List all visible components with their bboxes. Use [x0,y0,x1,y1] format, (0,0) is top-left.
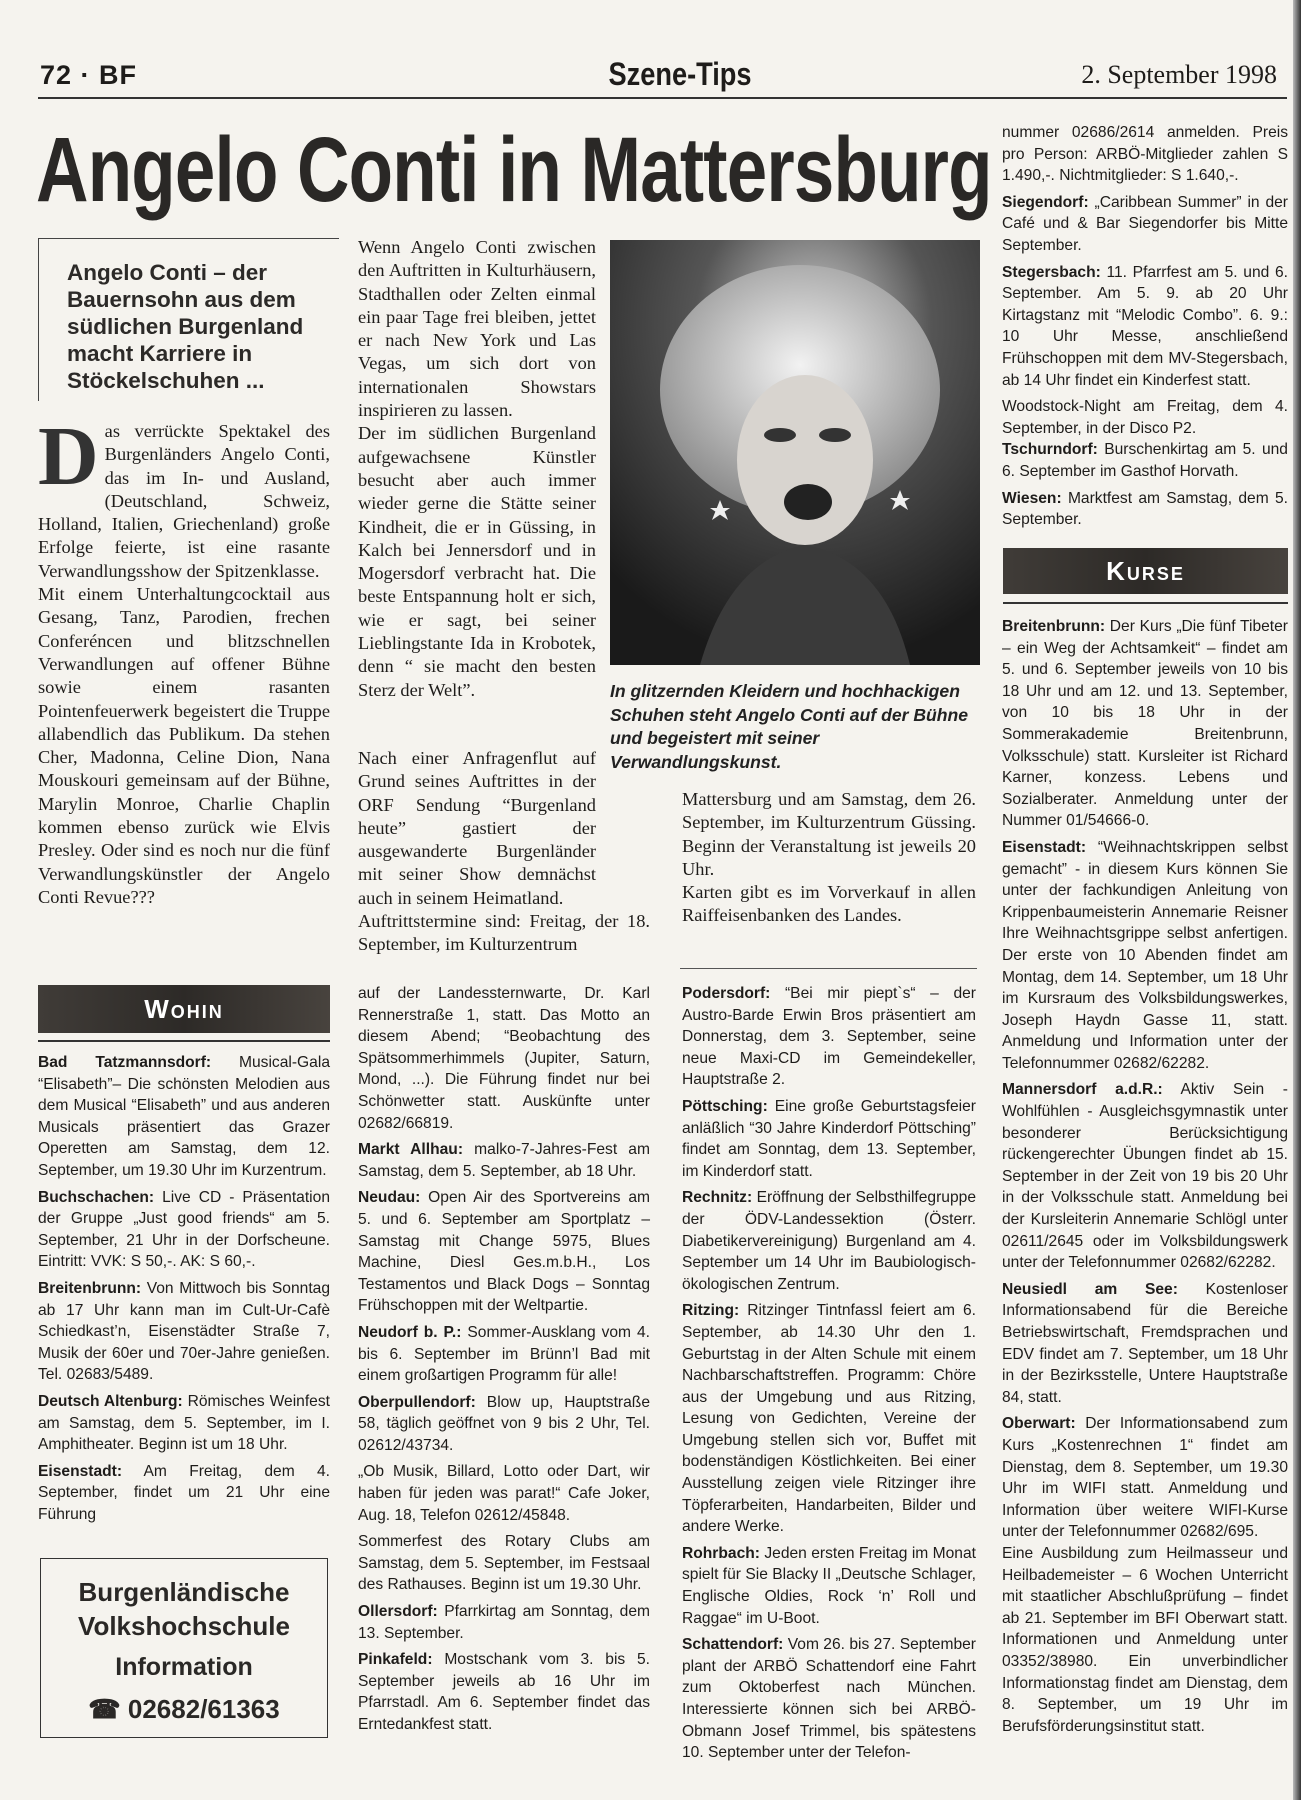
listing-item: Podersdorf: “Bei mir piept`s“ – der Austro-Barde Erwin Bros präsentiert am Donnerstag, dem 3. September, seine neue Maxi-CD im Gemeindekeller, Hauptstraße 2. [682,985,976,1089]
article-paragraph: Das verrückte Spektakel des Burgenländers Angelo Conti, das im In- und Ausland, (Deutschland, Schweiz, Holland, Italien, Griechenland) große Erfolge feierte, ist eine rasante Verwandlungsshow der Spitzenklasse. [38,410,330,581]
listing-item: nummer 02686/2614 anmelden. Preis pro Person: ARBÖ-Mitglieder zahlen S 1.490,-. Nichtmitglieder: S 1.640,-. [1002,124,1288,185]
course-item: Oberwart: Der Informationsabend zum Kurs „Kostenrechnen 1“ findet am Dienstag, dem 8. September, um 19.30 Uhr im WIFI statt. Anmeldung und Information über weitere WIFI-Kurse unter der Telefonnummer 02682/695. [1002,1415,1288,1541]
listing-item: Tschurndorf: Burschenkirtag am 5. und 6. September im Gasthof Horvath. [1002,441,1288,480]
listing-item: Pöttsching: Eine große Geburtstagsfeier anläßlich “30 Jahre Kinderdorf Pöttsching” findet am Sonntag, dem 13. September, im Kinderdorf statt. [682,1097,976,1180]
listing-item: Buchschachen: Live CD - Präsentation der Gruppe „Just good friends“ am 5. September, 21 Uhr in der Dorfscheune. Eintritt: VVK: S 50,-. AK: S 60,-. [38,1188,330,1271]
listing-item: Ritzing: Ritzinger Tintnfassl feiert am 6. September, ab 14.30 Uhr den 1. Geburtstag in der Alten Schule mit einem Nachbarschaftstreffen. Programm: Chöre aus der Umgebung und aus Ritzing, Lesung von Gedichten, Vereine der Umgebung stellen sich vor, Buffet mit bodenständigen Köstlichkeiten. Bei einer Ausstellung zeigen viele Ritzinger ihre Töpferarbeiten, Handarbeiten, Bilder und andere Werke. [682,1302,976,1536]
article-paragraph: Mit einem Unterhaltungcocktail aus Gesang, Tanz, Parodien, frechen Conferéncen und blitzschnellen Verwandlungen auf offener Bühne sowie einem rasanten Pointenfeuerwerk begeistert die Truppe allabendlich das Publikum. Da stehen Cher, Madonna, Celine Dion, Nana Mouskouri gemeinsam auf der Bühne, Marylin Monroe, Charlie Chaplin kommen ebenso zurück wie Elvis Presley. Oder sind es noch nur die fünf Verwandlungskünstler der Angelo Conti Revue??? [38,584,330,907]
article-paragraph: Mattersburg und am Samstag, dem 26. September, im Kulturzentrum Güssing. Beginn der Veranstaltung ist jeweils 20 Uhr. [682,789,976,879]
page-edge [1293,0,1301,1800]
article-column-1 [38,410,330,909]
deck-text: Angelo Conti – der Bauernsohn aus dem südlichen Burgenland macht Karriere in Stöckelschuhen ... [67,260,304,393]
listing-item: Sommerfest des Rotary Clubs am Samstag, dem 5. September, im Festsaal des Rathauses. Beginn ist um 19.30 Uhr. [358,1533,650,1594]
listing-item: Oberpullendorf: Blow up, Hauptstraße 58, täglich geöffnet von 9 bis 2 Uhr, Tel. 02612/43734. [358,1393,650,1454]
info-box-title: Burgenländische Volkshochschule [78,1577,290,1641]
page-number: 72 · BF [40,60,138,90]
course-item: Eisenstadt: “Weihnachtskrippen selbst gemacht” - in diesem Kurs können Sie unter der fachkundigen Anleitung von Krippenbaumeisterin Annemarie Reisner Ihre Weihnachtsgrippe selbst anfertigen. Der erste von 10 Abenden findet am Montag, dem 14. September, um 18 Uhr im Kursraum des Volksbildungswerkes, Joseph Haydn Gasse 11, statt. Anmeldung und Information unter der Telefonnummer 02682/62282. [1002,838,1288,1072]
article-paragraph: Auftrittstermine sind: Freitag, der 18. September, im Kulturzentrum [358,911,650,955]
wohin-column-2 [358,983,650,1741]
article-column-3 [682,788,976,928]
listing-item: Neudorf b. P.: Sommer-Ausklang vom 4. bis 6. September im Brünn’l Bad mit einem großartigen Programm für alle! [358,1323,650,1385]
listing-item: „Ob Musik, Billard, Lotto oder Dart, wir haben für jeden was parat!“ Cafe Joker, Aug. 18, Telefon 02612/45848. [358,1463,650,1524]
drop-cap: D [38,410,99,503]
article-paragraph: Der im südlichen Burgenland aufgewachsene Künstler besucht aber auch immer wieder gerne die Stätte seiner Kindheit, die er in Güssing, in Kalch bei Jennersdorf und in Mogersdorf verbracht hat. Die beste Entspannung holt er sich, wie er sagt, bei seiner Lieblingstante Ida in Krobotek, denn “ sie macht den besten Sterz der Welt”. [358,423,596,700]
listing-item: Deutsch Altenburg: Römisches Weinfest am Samstag, dem 5. September, im I. Amphitheater. Beginn ist um 18 Uhr. [38,1392,330,1454]
article-paragraph: Nach einer Anfragenflut auf Grund seines Auftrittes in der ORF Sendung “Burgenland heute” gastiert der ausgewanderte Burgenländer mit seiner Show demnächst auch in seinem Heimatland. [358,748,596,908]
listing-item: Woodstock-Night am Freitag, dem 4. September, in der Disco P2. [1002,398,1288,437]
wohin-title: Wohin [38,985,330,1033]
article-paragraph: Wenn Angelo Conti zwischen den Auftritten in Kulturhäusern, Stadthallen oder Zelten einmal ein paar Tage frei bleiben, jettet er nach New York und Las Vegas, um sich dort von internationalen Showstars inspirieren zu lassen. [358,237,596,421]
course-item: Eine Ausbildung zum Heilmasseur und Heilbademeister – 6 Wochen Unterricht mit staatlicher Abschlußprüfung – findet ab 21. September im BFI Oberwart statt. Informationen und Anmeldung unter 03352/38980. Ein unverbindlicher Informationstag findet am Dienstag, dem 8. September, um 19 Uhr im Berufsförderungsinstitut statt. [1002,1544,1288,1735]
wohin-column-1 [38,1052,330,1530]
headline: Angelo Conti in Mattersburg [36,119,992,221]
section-title: Szene-Tips [608,56,752,92]
wohin-header [38,985,330,1042]
article-column-2-end [358,910,650,957]
listing-item: Ollersdorf: Pfarrkirtag am Sonntag, dem 13. September. [358,1603,650,1642]
column-divider [680,968,977,969]
listing-item: Eisenstadt: Am Freitag, dem 4. September, findet um 21 Uhr eine Führung [38,1462,330,1523]
photo-angelo-conti [610,240,980,665]
listing-item: Stegersbach: 11. Pfarrfest am 5. und 6. September. Am 5. 9. ab 20 Uhr Kirtagstanz mit “Melodic Combo”. 6. 9.: 10 Uhr Messe, anschließend Frühschoppen mit dem MV-Stegersbach, ab 14 Uhr findet ein Kinderfest statt. [1002,263,1288,389]
article-paragraph: Karten gibt es im Vorverkauf in allen Raiffeisenbanken des Landes. [682,882,976,926]
listing-item: Siegendorf: „Caribbean Summer” in der Café und & Bar Siegendorfer bis Mitte September. [1002,193,1288,254]
course-item: Neusiedl am See: Kostenloser Informationsabend für die Bereiche Betriebswirtschaft, Fremdsprachen und EDV findet am 7. September, um 18 Uhr in der Bezirksstelle, Untere Hauptstraße 84, statt. [1002,1280,1288,1406]
issue-date: 2. September 1998 [1081,60,1277,89]
telephone-icon: ☎ [88,1694,121,1724]
listing-item: auf der Landessternwarte, Dr. Karl Rennerstraße 1, statt. Das Motto an diesem Abend; “Beobachtung des Spätsommerhimmels (Jupiter, Saturn, Mond, ...). Die Führung findet nur bei Schönwetter statt. Auskünfte unter 02682/66819. [358,985,650,1132]
course-item: Breitenbrunn: Der Kurs „Die fünf Tibeter – ein Weg der Achtsamkeit“ – findet am 5. und 6. September jeweils von 10 bis 18 Uhr und am 12. und 13. September, von 10 bis 18 Uhr in der Sommerakademie Breitenbrunn, Volksschule) statt. Kursleiter ist Richard Karner, konzess. Lebens und Sozialberater. Anmeldung unter der Nummer 01/54666-0. [1002,618,1288,830]
listing-item: Pinkafeld: Mostschank vom 3. bis 5. September jeweils ab 16 Uhr im Pfarrstadl. Am 6. September findet das Erntedankfest statt. [358,1651,650,1733]
listing-item: Neudau: Open Air des Sportvereins am 5. und 6. September am Sportplatz – Samstag mit Change 5975, Blues Machine, Diesl Ges.m.b.H., Los Testamentos und Black Dogs – Sonntag Frühschoppen mit der Weltpartie. [358,1189,650,1315]
course-item: Mannersdorf a.d.R.: Aktiv Sein - Wohlfühlen - Ausgleichsgymnastik unter besonderer Berücksichtigung rückengerechter Übungen findet ab 15. September in der Zeit von 19 bis 20 Uhr in der Volksschule statt. Anmeldung bei der Kursleiterin Annemarie Schlögl unter 02611/2645 oder im Volksbildungswerk unter der Telefonnummer 02682/62282. [1002,1081,1288,1272]
listing-item: Breitenbrunn: Von Mittwoch bis Sonntag ab 17 Uhr kann man im Cult-Ur-Cafè Schiedkast’n, Eisenstädter Straße 7, Musik der 60er und 70er-Jahre genießen. Tel. 02683/5489. [38,1279,330,1384]
listing-item: Bad Tatzmannsdorf: Musical-Gala “Elisabeth”– Die schönsten Melodien aus dem Musical “Elisabeth” und aus anderen Musicals präsentiert das Grazer Operetten am Samstag, dem 12. September, um 19.30 Uhr im Kurzentrum. [38,1054,330,1179]
listing-item: Schattendorf: Vom 26. bis 27. September plant der ARBÖ Schattendorf eine Fahrt zum Oktoberfest nach München. Interessierte können sich bei ARBÖ-Obmann Josef Trimmel, bis spätestens 10. September unter der Telefon- [682,1636,976,1762]
deck-box [38,238,339,401]
kurse-header [1003,548,1288,604]
info-box-subtitle: Information [115,1653,253,1681]
photo-caption: In glitzernden Kleidern und hochhackigen Schuhen steht Angelo Conti auf der Bühne und begeistert mit seiner Verwandlungskunst. [610,681,969,772]
article-column-2-narrow [358,236,596,702]
wohin-column-4 [1002,122,1288,536]
wohin-rule [38,1040,330,1042]
kurse-rule [1003,602,1288,604]
volkshochschule-info-box [40,1558,328,1738]
wohin-column-3 [682,983,976,1769]
article-column-2 [358,747,650,910]
kurse-column [1002,616,1288,1742]
listing-item: Rohrbach: Jeden ersten Freitag im Monat spielt für Sie Blacky II „Deutsche Schlager, Englische Oldies, Rock ‘n’ Roll und Raggae“ im U-Boot. [682,1544,976,1627]
listing-item: Markt Allhau: malko-7-Jahres-Fest am Samstag, dem 5. September, ab 18 Uhr. [358,1141,650,1180]
header-rule [38,97,1287,99]
info-box-phone: ☎ 02682/61363 [88,1694,280,1724]
listing-item: Wiesen: Marktfest am Samstag, dem 5. September. [1002,489,1288,529]
kurse-title: Kurse [1003,548,1288,594]
listing-item: Rechnitz: Eröffnung der Selbsthilfegruppe der ÖDV-Landessektion (Österr. Diabetikervereinigung) Burgenland am 4. September um 14 Uhr im Baubiologisch-ökologischen Zentrum. [682,1189,976,1293]
